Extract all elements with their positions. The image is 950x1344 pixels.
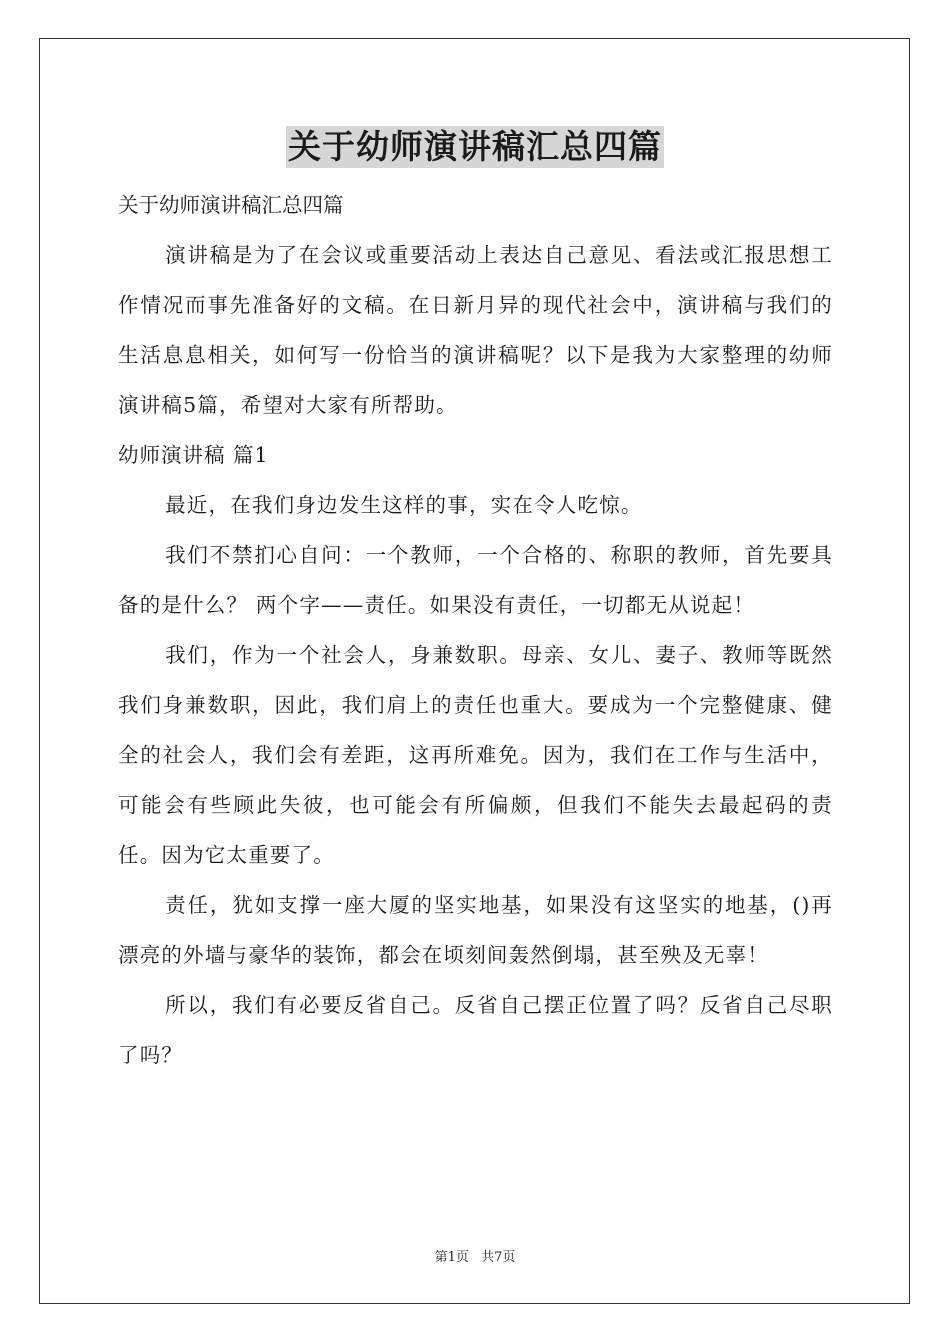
page-number: 第1页 [434, 1250, 469, 1265]
document-body [118, 180, 833, 1080]
body-paragraph: 我们不禁扪心自问：一个教师，一个合格的、称职的教师，首先要具备的是什么？ 两个字——责任。如果没有责任，一切都无从说起！ [118, 543, 833, 617]
intro-paragraph: 演讲稿是为了在会议或重要活动上表达自己意见、看法或汇报思想工作情况而事先准备好的文稿。在日新月异的现代社会中，演讲稿与我们的生活息息相关，如何写一份恰当的演讲稿呢？以下是我为大家整理的幼师演讲稿5篇，希望对大家有所帮助。 [118, 243, 833, 417]
body-paragraph: 所以，我们有必要反省自己。反省自己摆正位置了吗？反省自己尽职了吗？ [118, 993, 833, 1067]
page-total: 共7页 [481, 1250, 516, 1265]
document-title: 关于幼师演讲稿汇总四篇 [288, 127, 662, 166]
body-paragraph: 最近，在我们身边发生这样的事，实在令人吃惊。 [165, 493, 643, 517]
page-footer [0, 1246, 950, 1265]
body-paragraph: 我们，作为一个社会人，身兼数职。母亲、女儿、妻子、教师等既然我们身兼数职，因此，我们肩上的责任也重大。要成为一个完整健康、健全的社会人，我们会有差距，这再所难免。因为，我们在工作与生活中，可能会有些顾此失彼，也可能会有所偏颇，但我们不能失去最起码的责任。因为它太重要了。 [118, 643, 833, 867]
body-paragraph: 责任，犹如支撑一座大厦的坚实地基，如果没有这坚实的地基，()再漂亮的外墙与豪华的装饰，都会在顷刻间轰然倒塌，甚至殃及无辜！ [118, 893, 833, 967]
section-heading: 幼师演讲稿 篇1 [118, 443, 269, 467]
document-subtitle: 关于幼师演讲稿汇总四篇 [118, 193, 344, 217]
title-container [0, 126, 950, 168]
